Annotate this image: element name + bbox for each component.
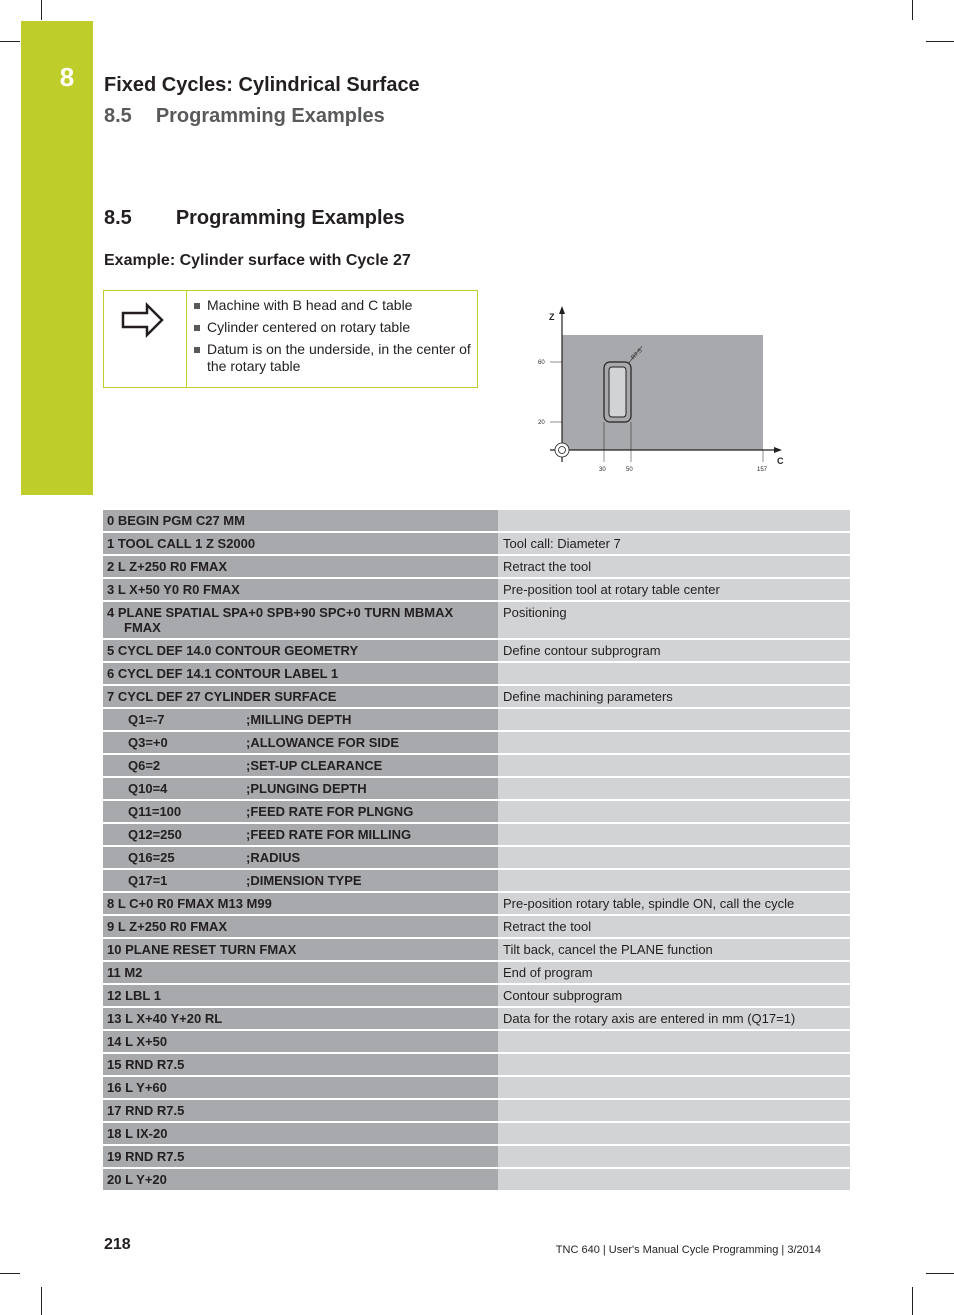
page-number: 218 (104, 1236, 131, 1253)
z-axis-arrow (559, 306, 565, 314)
comment-cell (498, 801, 850, 822)
table-row (103, 1031, 850, 1052)
cylinder-surface-figure (530, 300, 790, 480)
comment-cell: Pre-position rotary table, spindle ON, call the cycle (498, 893, 850, 914)
running-section-title (104, 103, 385, 129)
section-title (104, 205, 405, 231)
radius-label: R7.5 (630, 347, 644, 362)
param-key: Q17=1 (128, 873, 168, 888)
table-row (103, 556, 850, 577)
comment-cell (498, 709, 850, 730)
param-row (103, 709, 850, 730)
code-cell: 10 PLANE RESET TURN FMAX (103, 939, 498, 960)
crop-mark (926, 1273, 954, 1274)
comment-cell: Define machining parameters (498, 686, 850, 707)
crop-mark (912, 1287, 913, 1315)
table-row (103, 1169, 850, 1190)
footer-text: TNC 640 | User's Manual Cycle Programming | 3/2014 (555, 1244, 821, 1256)
param-cell (103, 755, 498, 776)
comment-cell: End of program (498, 962, 850, 983)
table-row (103, 663, 850, 684)
table-row (103, 1146, 850, 1167)
code-cell: 20 L Y+20 (103, 1169, 498, 1190)
code-cell: 16 L Y+60 (103, 1077, 498, 1098)
chapter-number: 8 (59, 62, 75, 92)
param-key: Q16=25 (128, 850, 175, 865)
dim-label-30: 30 (599, 467, 606, 473)
comment-cell (498, 847, 850, 868)
param-desc: ;SET-UP CLEARANCE (246, 758, 383, 773)
code-cell: 9 L Z+250 R0 FMAX (103, 916, 498, 937)
running-section-text: Programming Examples (155, 105, 385, 127)
crop-mark (0, 41, 20, 42)
table-row (103, 602, 850, 638)
code-cell: 14 L X+50 (103, 1031, 498, 1052)
param-row (103, 732, 850, 753)
table-row (103, 893, 850, 914)
param-key: Q10=4 (128, 781, 168, 796)
table-row (103, 510, 850, 531)
param-cell (103, 870, 498, 891)
note-item: Datum is on the underside, in the center of the rotary table (192, 341, 472, 375)
comment-cell: Retract the tool (498, 916, 850, 937)
table-row (103, 533, 850, 554)
note-item: Cylinder centered on rotary table (192, 319, 472, 336)
code-cell: 3 L X+50 Y0 R0 FMAX (103, 579, 498, 600)
code-cell: 17 RND R7.5 (103, 1100, 498, 1121)
dim-label-60: 60 (538, 360, 545, 366)
table-row (103, 916, 850, 937)
param-cell (103, 847, 498, 868)
param-desc: ;ALLOWANCE FOR SIDE (246, 735, 400, 750)
param-row (103, 801, 850, 822)
code-cell: 11 M2 (103, 962, 498, 983)
crop-mark (926, 41, 954, 42)
comment-cell (498, 1169, 850, 1190)
comment-cell (498, 1031, 850, 1052)
comment-cell (498, 778, 850, 799)
surface-rectangle (562, 335, 763, 450)
comment-cell: Define contour subprogram (498, 640, 850, 661)
param-cell (103, 732, 498, 753)
code-text-continued: FMAX (124, 620, 161, 635)
param-row (103, 870, 850, 891)
slot-inner (609, 367, 626, 417)
param-key: Q3=+0 (128, 735, 168, 750)
code-cell: 2 L Z+250 R0 FMAX (103, 556, 498, 577)
section-title-text: Programming Examples (175, 207, 405, 229)
table-row (103, 1008, 850, 1029)
table-row (103, 1077, 850, 1098)
code-cell: 15 RND R7.5 (103, 1054, 498, 1075)
param-cell (103, 824, 498, 845)
param-desc: ;RADIUS (246, 850, 301, 865)
axis-c-label: C (777, 456, 784, 466)
crop-mark (41, 0, 42, 20)
comment-cell (498, 1077, 850, 1098)
param-row (103, 847, 850, 868)
note-list (192, 297, 472, 380)
dim-label-20: 20 (538, 420, 545, 426)
comment-cell (498, 870, 850, 891)
chapter-title: Fixed Cycles: Cylindrical Surface (104, 74, 420, 96)
comment-cell: Tool call: Diameter 7 (498, 533, 850, 554)
table-row (103, 1054, 850, 1075)
code-cell: 6 CYCL DEF 14.1 CONTOUR LABEL 1 (103, 663, 498, 684)
table-row (103, 985, 850, 1006)
code-cell: 0 BEGIN PGM C27 MM (103, 510, 498, 531)
section-number: 8.5 (104, 207, 132, 229)
comment-cell: Data for the rotary axis are entered in mm (Q17=1) (498, 1008, 850, 1029)
comment-cell (498, 1146, 850, 1167)
comment-cell: Contour subprogram (498, 985, 850, 1006)
crop-mark (912, 0, 913, 20)
code-cell: 13 L X+40 Y+20 RL (103, 1008, 498, 1029)
param-row (103, 755, 850, 776)
comment-cell: Pre-position tool at rotary table center (498, 579, 850, 600)
comment-cell (498, 1054, 850, 1075)
note-box (103, 290, 478, 388)
code-cell: 19 RND R7.5 (103, 1146, 498, 1167)
comment-cell: Retract the tool (498, 556, 850, 577)
code-cell: 5 CYCL DEF 14.0 CONTOUR GEOMETRY (103, 640, 498, 661)
comment-cell (498, 755, 850, 776)
param-row (103, 824, 850, 845)
param-key: Q12=250 (128, 827, 182, 842)
program-table (103, 508, 850, 1192)
code-text: 4 PLANE SPATIAL SPA+0 SPB+90 SPC+0 TURN MBMAX (107, 605, 454, 620)
comment-cell (498, 510, 850, 531)
param-desc: ;DIMENSION TYPE (246, 873, 362, 888)
table-row (103, 962, 850, 983)
comment-cell (498, 824, 850, 845)
note-divider (186, 291, 187, 387)
datum-symbol-inner (559, 447, 566, 454)
table-row (103, 939, 850, 960)
comment-cell (498, 1123, 850, 1144)
param-cell (103, 801, 498, 822)
table-row (103, 640, 850, 661)
table-row (103, 579, 850, 600)
param-desc: ;PLUNGING DEPTH (246, 781, 367, 796)
table-row (103, 1100, 850, 1121)
arrow-right-icon (120, 301, 166, 339)
param-desc: ;FEED RATE FOR MILLING (246, 827, 412, 842)
note-item: Machine with B head and C table (192, 297, 472, 314)
axis-z-label: Z (549, 312, 555, 322)
table-row (103, 686, 850, 707)
param-key: Q6=2 (128, 758, 161, 773)
crop-mark (41, 1287, 42, 1315)
crop-mark (0, 1273, 20, 1274)
param-cell (103, 709, 498, 730)
comment-cell (498, 732, 850, 753)
comment-cell (498, 663, 850, 684)
code-cell: 18 L IX-20 (103, 1123, 498, 1144)
code-cell: 12 LBL 1 (103, 985, 498, 1006)
running-section-number: 8.5 (104, 105, 132, 127)
dim-label-50: 50 (626, 467, 633, 473)
comment-cell: Tilt back, cancel the PLANE function (498, 939, 850, 960)
dim-label-157: 157 (757, 467, 768, 473)
param-cell (103, 778, 498, 799)
param-key: Q11=100 (128, 804, 182, 819)
code-cell: 7 CYCL DEF 27 CYLINDER SURFACE (103, 686, 498, 707)
code-cell: 8 L C+0 R0 FMAX M13 M99 (103, 893, 498, 914)
param-key: Q1=-7 (128, 712, 165, 727)
comment-cell (498, 1100, 850, 1121)
param-row (103, 778, 850, 799)
param-desc: ;FEED RATE FOR PLNGNG (246, 804, 414, 819)
c-axis-arrow (774, 447, 782, 453)
code-cell (103, 602, 498, 638)
table-row (103, 1123, 850, 1144)
example-title: Example: Cylinder surface with Cycle 27 (104, 252, 411, 269)
comment-cell: Positioning (498, 602, 850, 638)
param-desc: ;MILLING DEPTH (246, 712, 352, 727)
code-cell: 1 TOOL CALL 1 Z S2000 (103, 533, 498, 554)
